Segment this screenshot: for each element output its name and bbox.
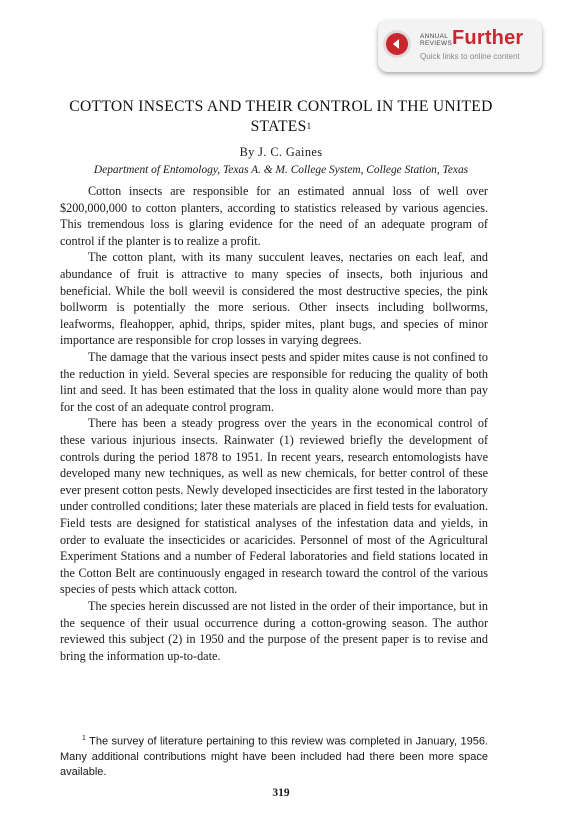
paragraph: Cotton insects are responsible for an estimated annual loss of well over $200,000,000 to cotton planters, according to statistics released by various agencies. This tremendous loss is glaring evidence for the need of an adequate program of control if the planter is to realize a profit. bbox=[60, 184, 488, 248]
paragraph: The species herein discussed are not listed in the order of their importance, but in the sequence of their usual occurrence during a cotton-growing season. The author reviewed this subject (2) in 1950 and the purpose of the present paper is to revise and bring the information up-to-date. bbox=[60, 599, 488, 663]
article-body bbox=[60, 183, 488, 664]
affiliation: Department of Entomology, Texas A. & M. College System, College Station, Texas bbox=[93, 164, 469, 176]
page-number: 319 bbox=[272, 787, 290, 799]
footnote-mark: 1 bbox=[82, 735, 86, 742]
badge-reviews-label: REVIEWS bbox=[420, 40, 453, 47]
footnote-text: The survey of literature pertaining to this review was completed in January, 1956. Many additional contributions might have been included had there been more space available. bbox=[60, 735, 488, 778]
badge-tagline: Quick links to online content bbox=[420, 52, 520, 61]
badge-annual-label: ANNUAL bbox=[420, 33, 449, 40]
title-footnote-mark: 1 bbox=[306, 121, 312, 131]
annual-reviews-further-badge[interactable] bbox=[378, 20, 542, 72]
article-title bbox=[40, 97, 522, 137]
play-icon bbox=[386, 33, 408, 55]
badge-brand: Further bbox=[452, 27, 524, 49]
paragraph: The cotton plant, with its many succulent leaves, nectaries on each leaf, and abundance of fruit is attractive to many species of insects, both injurious and beneficial. While the boll weevil is considered the most destructive species, the pink bollworm is potentially the more serious. Other insects including bollworms, leafworms, fleahopper, aphid, thrips, spider mites, plant bugs, and species of minor importance are responsible for crop losses in varying degrees. bbox=[60, 250, 488, 348]
paragraph: The damage that the various insect pests and spider mites cause is not confined to the reduction in yield. Several species are responsible for reducing the quality of both lint and seed. It has been estimated that the loss in quality alone would more than pay for the cost of an adequate control program. bbox=[60, 350, 488, 414]
author-line: By J. C. Gaines bbox=[239, 145, 323, 159]
paragraph: There has been a steady progress over the years in the economical control of these various injurious insects. Rainwater (1) reviewed briefly the development of controls during the period 1878 to 1951. In recent years, research entomologists have developed many new techniques, as well as new chemicals, for better control of these ever present cotton pests. Newly developed insecticides are first tested in the laboratory under controlled conditions; later these materials are placed in field tests for evaluation. Field tests are designed for statistical analyses of the infestation data and yields, in order to evaluate the insecticides or acaricides. Personnel of most of the Agricultural Experiment Stations and a number of Federal laboratories and field stations located in the Cotton Belt are continuously engaged in research toward the control of the various species of pests which attack cotton. bbox=[60, 416, 488, 597]
article-title-text: COTTON INSECTS AND THEIR CONTROL IN THE UNITED STATES bbox=[69, 98, 493, 135]
footnote bbox=[60, 731, 488, 780]
